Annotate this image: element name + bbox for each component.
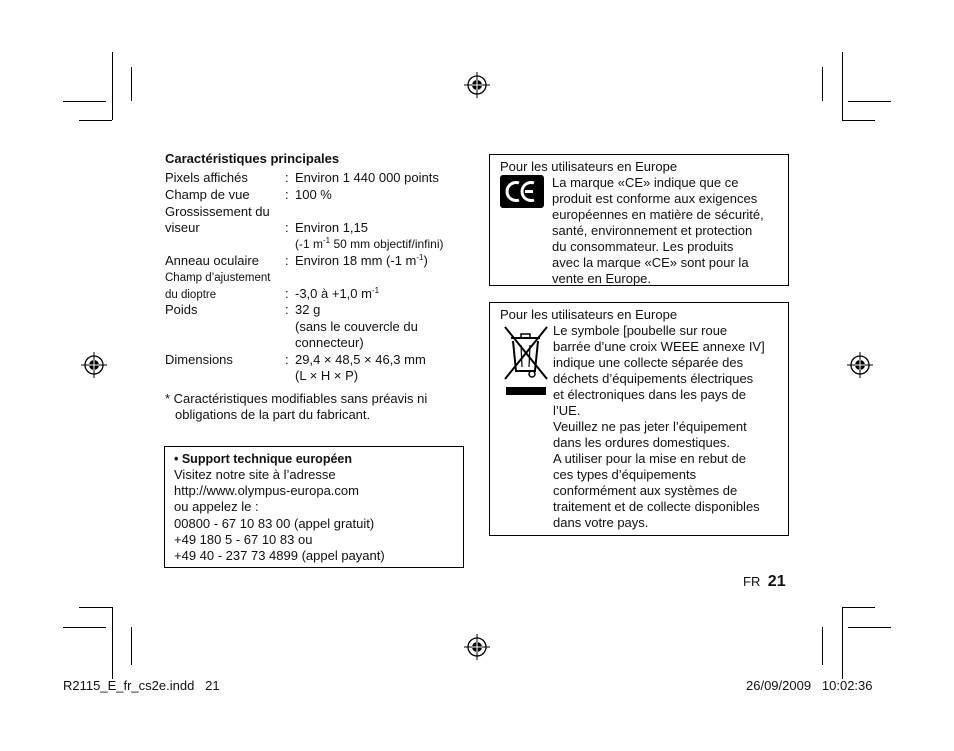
registration-mark-icon bbox=[80, 351, 108, 379]
support-line: ou appelez le : bbox=[174, 499, 259, 514]
spec-colon: : bbox=[285, 352, 289, 367]
weee-text-line: Veuillez ne pas jeter l’équipement bbox=[553, 419, 747, 434]
footnote: obligations de la part du fabricant. bbox=[175, 407, 371, 422]
weee-text-line: A utiliser pour la mise en rebut de bbox=[553, 451, 746, 466]
spec-colon: : bbox=[285, 302, 289, 317]
spec-value: 29,4 × 48,5 × 46,3 mm bbox=[295, 352, 426, 367]
weee-text-line: déchets d’équipements électriques bbox=[553, 371, 754, 386]
spec-value: (sans le couvercle du bbox=[295, 319, 418, 334]
weee-text-line: dans les ordures domestiques. bbox=[553, 435, 731, 450]
weee-text-line: traitement et de collecte disponibles bbox=[553, 499, 760, 514]
ce-text-line: La marque «CE» indique que ce bbox=[552, 175, 739, 190]
spec-colon: : bbox=[285, 220, 289, 235]
page-lang: FR bbox=[743, 574, 761, 589]
spec-colon: : bbox=[285, 170, 289, 185]
specs-heading: Caractéristiques principales bbox=[165, 151, 340, 166]
spec-value: 100 % bbox=[295, 187, 332, 202]
registration-mark-icon bbox=[463, 633, 491, 661]
support-line: Visitez notre site à l’adresse bbox=[174, 467, 336, 482]
weee-text-line: l’UE. bbox=[553, 403, 581, 418]
weee-text-line: dans votre pays. bbox=[553, 515, 649, 530]
spec-label: Pixels affichés bbox=[165, 170, 248, 185]
spec-colon: : bbox=[285, 253, 289, 268]
weee-header: Pour les utilisateurs en Europe bbox=[500, 307, 678, 322]
support-url: http://www.olympus-europa.com bbox=[174, 483, 359, 498]
spec-label: Dimensions bbox=[165, 352, 233, 367]
support-title: • Support technique européen bbox=[174, 452, 352, 466]
support-phone: 00800 - 67 10 83 00 (appel gratuit) bbox=[174, 516, 375, 531]
spec-value: (L × H × P) bbox=[295, 368, 359, 383]
spec-label: viseur bbox=[165, 220, 200, 235]
spec-value: -3,0 à +1,0 $m^{-1}$ bbox=[295, 286, 380, 301]
ce-text-line: avec la marque «CE» sont pour la bbox=[552, 255, 749, 270]
spec-value: connecteur) bbox=[295, 335, 364, 350]
weee-text-line: et électroniques dans les pays de bbox=[553, 387, 746, 402]
spec-value: 32 g bbox=[295, 302, 321, 317]
weee-bin-icon bbox=[501, 323, 551, 401]
weee-box bbox=[489, 302, 789, 536]
page-number-value: 21 bbox=[767, 573, 786, 590]
spec-colon: : bbox=[285, 187, 289, 202]
footnote: * Caractéristiques modifiables sans préavis ni bbox=[165, 391, 428, 406]
registration-mark-icon bbox=[463, 71, 491, 99]
spec-label: Champ de vue bbox=[165, 187, 250, 202]
weee-text-line: barrée d’une croix WEEE annexe IV] bbox=[553, 339, 765, 354]
footer-filename: R2115_E_fr_cs2e.indd 21 bbox=[63, 678, 220, 693]
ce-box bbox=[489, 154, 789, 286]
ce-header: Pour les utilisateurs en Europe bbox=[500, 159, 678, 174]
spec-label: Grossissement du bbox=[165, 204, 270, 219]
spec-label: du dioptre bbox=[165, 289, 217, 301]
spec-colon: : bbox=[285, 286, 289, 301]
ce-text-line: européennes en matière de sécurité, bbox=[552, 207, 764, 222]
spec-label: Anneau oculaire bbox=[165, 253, 259, 268]
weee-text-line: indique une collecte séparée des bbox=[553, 355, 744, 370]
ce-text-line: santé, environnement et protection bbox=[552, 223, 753, 238]
weee-text-line: conformément aux systèmes de bbox=[553, 483, 738, 498]
weee-text-line: Le symbole [poubelle sur roue bbox=[553, 323, 728, 338]
spec-value: Environ 1 440 000 points bbox=[295, 170, 439, 185]
footer-timestamp: 26/09/2009 10:02:36 bbox=[746, 678, 873, 693]
spec-value: Environ 18 mm (-1 $m^{-1}$) bbox=[295, 253, 428, 268]
support-box bbox=[164, 446, 464, 568]
registration-mark-icon bbox=[846, 351, 874, 379]
ce-text-line: du consommateur. Les produits bbox=[552, 239, 734, 254]
spec-label: Poids bbox=[165, 302, 198, 317]
support-phone: +49 180 5 - 67 10 83 ou bbox=[174, 532, 313, 547]
ce-mark-icon bbox=[500, 175, 544, 208]
spec-label: Champ d’ajustement bbox=[165, 272, 271, 284]
spec-value: Environ 1,15 bbox=[295, 220, 368, 235]
weee-text-line: ces types d’équipements bbox=[553, 467, 697, 482]
ce-text-line: produit est conforme aux exigences bbox=[552, 191, 758, 206]
spec-value: (-1 $m^{-1}$ 50 mm objectif/infini) bbox=[295, 236, 444, 251]
support-phone: +49 40 - 237 73 4899 (appel payant) bbox=[174, 548, 385, 563]
ce-text-line: vente en Europe. bbox=[552, 271, 652, 286]
page-number bbox=[743, 573, 786, 591]
